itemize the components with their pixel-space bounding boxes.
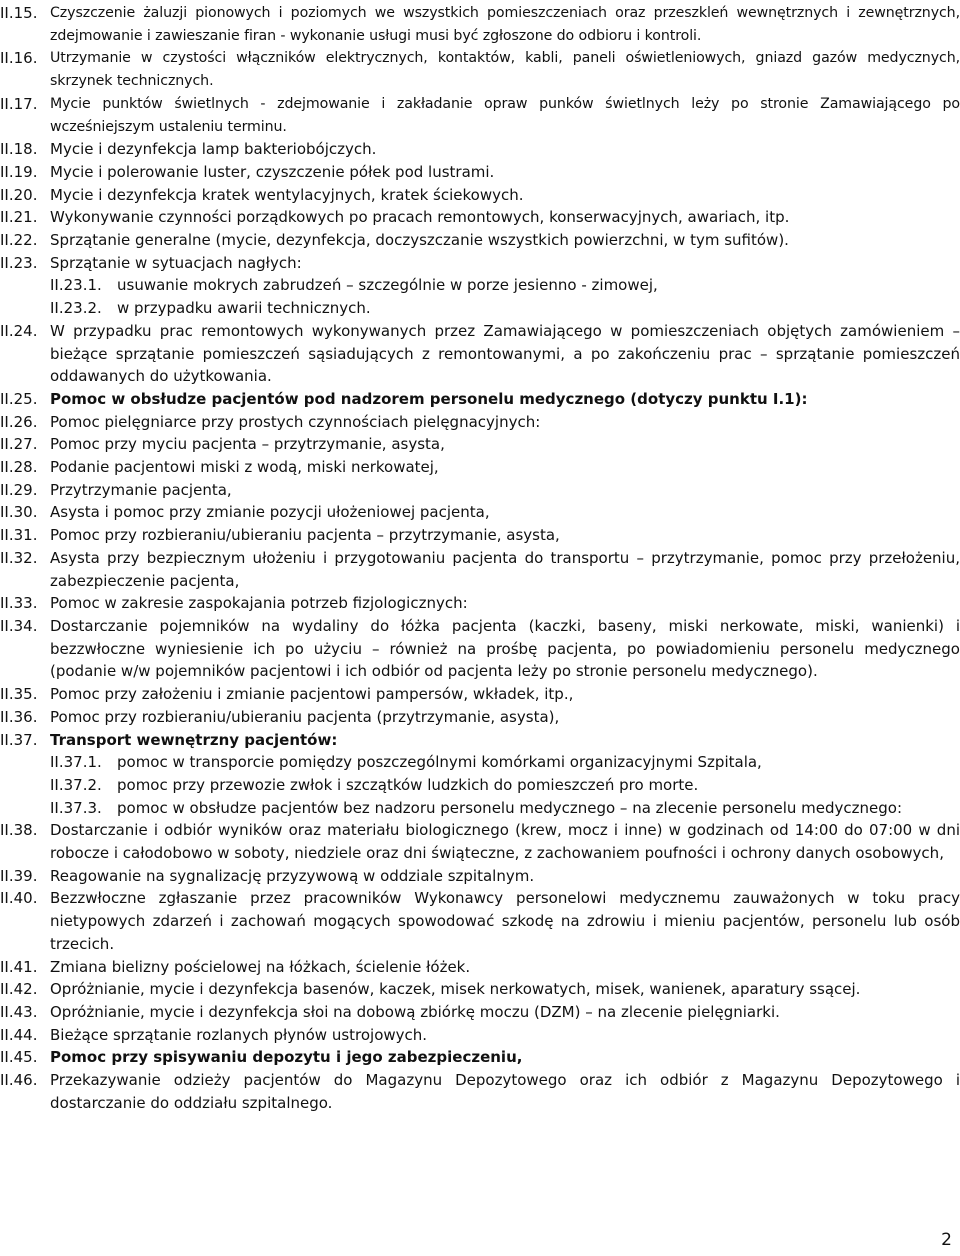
item-number: II.37.	[0, 730, 38, 749]
item-text: Przekazywanie odzieży pacjentów do Magazynu Depozytowego oraz ich odbiór z Magazynu Depozytowego i dostarczanie do oddziału szpitalnego.	[50, 1071, 960, 1112]
item-text: Transport wewnętrzny pacjentów:	[50, 730, 338, 749]
item-text: Pomoc przy myciu pacjenta – przytrzymanie, asysta,	[50, 435, 445, 454]
item-number: II.21.	[0, 208, 38, 227]
item-text: Pomoc pielęgniarce przy prostych czynnościach pielęgnacyjnych:	[50, 412, 541, 431]
sub-list-item	[0, 774, 960, 797]
list-item	[0, 456, 960, 479]
sub-item-text: pomoc w transporcie pomiędzy poszczególnymi komórkami organizacyjnymi Szpitala,	[117, 753, 762, 772]
item-text: Pomoc przy rozbieraniu/ubieraniu pacjenta (przytrzymanie, asysta),	[50, 707, 560, 726]
item-text: Podanie pacjentowi miski z wodą, miski nerkowatej,	[50, 458, 439, 477]
list-item	[0, 978, 960, 1001]
item-text: Opróżnianie, mycie i dezynfekcja basenów, kaczek, misek nerkowatych, misek, wanienek, aparatury ssącej.	[50, 980, 861, 999]
list-item	[0, 1069, 960, 1114]
item-text: Mycie i polerowanie luster, czyszczenie półek pod lustrami.	[50, 162, 495, 181]
sub-item-number: II.37.3.	[50, 798, 102, 817]
item-text: Asysta przy bezpiecznym ułożeniu i przygotowaniu pacjenta do transportu – przytrzymanie, pomoc przy przełożeniu, zabezpieczenie pacjenta,	[50, 548, 960, 590]
list-item	[0, 865, 960, 888]
item-text: Asysta i pomoc przy zmianie pozycji ułożeniowej pacjenta,	[50, 503, 490, 522]
list-item	[0, 706, 960, 729]
item-text: Wykonywanie czynności porządkowych po pracach remontowych, konserwacyjnych, awariach, itp.	[50, 208, 790, 227]
item-number: II.18.	[0, 140, 38, 159]
item-text: Pomoc w obsłudze pacjentów pod nadzorem personelu medycznego (dotyczy punktu I.1):	[50, 389, 808, 408]
item-text: Sprzątanie generalne (mycie, dezynfekcja, doczyszczanie wszystkich powierzchni, w tym sufitów).	[50, 231, 789, 250]
item-text: Opróżnianie, mycie i dezynfekcja słoi na dobową zbiórkę moczu (DZM) – na zlecenie pielęgniarki.	[50, 1002, 780, 1021]
item-text: Pomoc przy spisywaniu depozytu i jego zabezpieczeniu,	[50, 1048, 523, 1067]
item-text: Przytrzymanie pacjenta,	[50, 480, 232, 499]
item-number: II.42.	[0, 980, 38, 999]
list-item	[0, 93, 960, 138]
sub-item-text: w przypadku awarii technicznych.	[117, 299, 371, 318]
list-item	[0, 206, 960, 229]
list-item	[0, 229, 960, 252]
list-item	[0, 138, 960, 161]
item-text: Utrzymanie w czystości włączników elektrycznych, kontaktów, kabli, paneli oświetleniowych, gniazd gazów medycznych, skrzynek technicznych.	[50, 50, 960, 90]
list-item	[0, 161, 960, 184]
list-item	[0, 433, 960, 456]
list-item	[0, 683, 960, 706]
item-number: II.22.	[0, 231, 38, 250]
item-number: II.19.	[0, 162, 38, 181]
sub-item-text: usuwanie mokrych zabrudzeń – szczególnie w porze jesienno - zimowej,	[117, 276, 658, 295]
list-item	[0, 956, 960, 979]
item-text: Czyszczenie żaluzji pionowych i poziomych we wszystkich pomieszczeniach oraz przeszkleń wewnętrznych i zewnętrznych, zdejmowanie i zawieszanie firan - wykonanie usługi musi być zgłoszone do odbioru i kontroli.	[50, 5, 960, 44]
sub-list-item	[0, 751, 960, 774]
item-number: II.43.	[0, 1002, 38, 1021]
item-text: W przypadku prac remontowych wykonywanych przez Zamawiającego w pomieszczeniach objętych zamówieniem – bieżące sprzątanie pomieszczeń sąsiadujących z remontowanymi, a po zakończeniu prac – sprzątanie pomieszczeń oddawanych do użytkowania.	[50, 321, 960, 386]
item-number: II.32.	[0, 548, 38, 567]
item-number: II.31.	[0, 526, 38, 545]
document-body	[0, 2, 960, 1114]
item-text: Bieżące sprzątanie rozlanych płynów ustrojowych.	[50, 1025, 428, 1044]
item-number: II.15.	[0, 4, 38, 22]
list-item	[0, 411, 960, 434]
item-text: Dostarczanie pojemników na wydaliny do łóżka pacjenta (kaczki, baseny, miski nerkowate, miski, wanienki) i bezzwłoczne wyniesienie ich po użyciu – również na prośbę pacjenta, po powiadomieniu personelu medycznego (podanie w/w pojemników pacjentowi i ich odbiór od pacjenta leży po stronie personelu medycznego).	[50, 616, 960, 681]
item-number: II.41.	[0, 957, 38, 976]
item-number: II.36.	[0, 707, 38, 726]
item-number: II.28.	[0, 458, 38, 477]
item-number: II.39.	[0, 866, 38, 885]
sub-list-item	[0, 274, 960, 297]
item-number: II.40.	[0, 889, 38, 908]
item-text: Pomoc w zakresie zaspokajania potrzeb fizjologicznych:	[50, 594, 468, 613]
item-number: II.33.	[0, 594, 38, 613]
item-number: II.35.	[0, 685, 38, 704]
list-item	[0, 479, 960, 502]
item-number: II.17.	[0, 94, 38, 113]
list-item	[0, 2, 960, 47]
list-item	[0, 729, 960, 752]
list-item	[0, 819, 960, 864]
item-text: Reagowanie na sygnalizację przyzywową w oddziale szpitalnym.	[50, 866, 535, 885]
item-text: Mycie punktów świetlnych - zdejmowanie i zakładanie opraw punków świetlnych leży po stronie Zamawiającego po wcześniejszym ustaleniu terminu.	[50, 95, 960, 135]
list-item	[0, 252, 960, 275]
list-item	[0, 592, 960, 615]
list-item	[0, 887, 960, 955]
list-item	[0, 501, 960, 524]
list-item	[0, 388, 960, 411]
sub-item-text: pomoc przy przewozie zwłok i szczątków ludzkich do pomieszczeń pro morte.	[117, 775, 699, 794]
item-text: Mycie i dezynfekcja kratek wentylacyjnych, kratek ściekowych.	[50, 185, 524, 204]
item-number: II.29.	[0, 480, 38, 499]
list-item	[0, 524, 960, 547]
item-text: Pomoc przy założeniu i zmianie pacjentowi pampersów, wkładek, itp.,	[50, 685, 574, 704]
item-text: Dostarczanie i odbiór wyników oraz materiału biologicznego (krew, mocz i inne) w godzinach od 14:00 do 07:00 w dni robocze i całodobowo w soboty, niedziele oraz dni świąteczne, z zachowaniem poufności i ochrony danych osobowych,	[50, 821, 960, 863]
list-item	[0, 47, 960, 92]
item-number: II.26.	[0, 412, 38, 431]
sub-item-number: II.23.2.	[50, 299, 102, 318]
item-number: II.30.	[0, 503, 38, 522]
item-number: II.23.	[0, 253, 38, 272]
item-number: II.25.	[0, 389, 38, 408]
item-text: Zmiana bielizny pościelowej na łóżkach, ścielenie łóżek.	[50, 957, 471, 976]
item-number: II.20.	[0, 185, 38, 204]
item-number: II.44.	[0, 1025, 38, 1044]
sub-item-number: II.37.2.	[50, 775, 102, 794]
list-item	[0, 1024, 960, 1047]
list-item	[0, 184, 960, 207]
list-item	[0, 615, 960, 683]
list-item	[0, 547, 960, 592]
list-item	[0, 320, 960, 388]
page-number: 2	[941, 1230, 952, 1250]
sub-item-number: II.37.1.	[50, 753, 102, 772]
sub-list-item	[0, 297, 960, 320]
list-item	[0, 1046, 960, 1069]
sub-list-item	[0, 797, 960, 820]
sub-item-number: II.23.1.	[50, 276, 102, 295]
item-number: II.27.	[0, 435, 38, 454]
item-text: Mycie i dezynfekcja lamp bakteriobójczych.	[50, 140, 377, 159]
item-number: II.45.	[0, 1048, 38, 1067]
item-number: II.34.	[0, 616, 38, 635]
item-text: Bezzwłoczne zgłaszanie przez pracowników Wykonawcy personelowi medycznemu zauważonych w toku pracy nietypowych zdarzeń i zachowań mogących spowodować szkodę na zdrowiu i mieniu pacjentów, personelu lub osób trzecich.	[50, 889, 960, 953]
item-text: Pomoc przy rozbieraniu/ubieraniu pacjenta – przytrzymanie, asysta,	[50, 526, 560, 545]
list-item	[0, 1001, 960, 1024]
sub-item-text: pomoc w obsłudze pacjentów bez nadzoru personelu medycznego – na zlecenie personelu medycznego:	[117, 798, 903, 817]
item-number: II.46.	[0, 1071, 38, 1090]
item-number: II.16.	[0, 49, 38, 68]
item-number: II.38.	[0, 821, 38, 840]
item-text: Sprzątanie w sytuacjach nagłych:	[50, 253, 302, 272]
item-number: II.24.	[0, 321, 38, 340]
